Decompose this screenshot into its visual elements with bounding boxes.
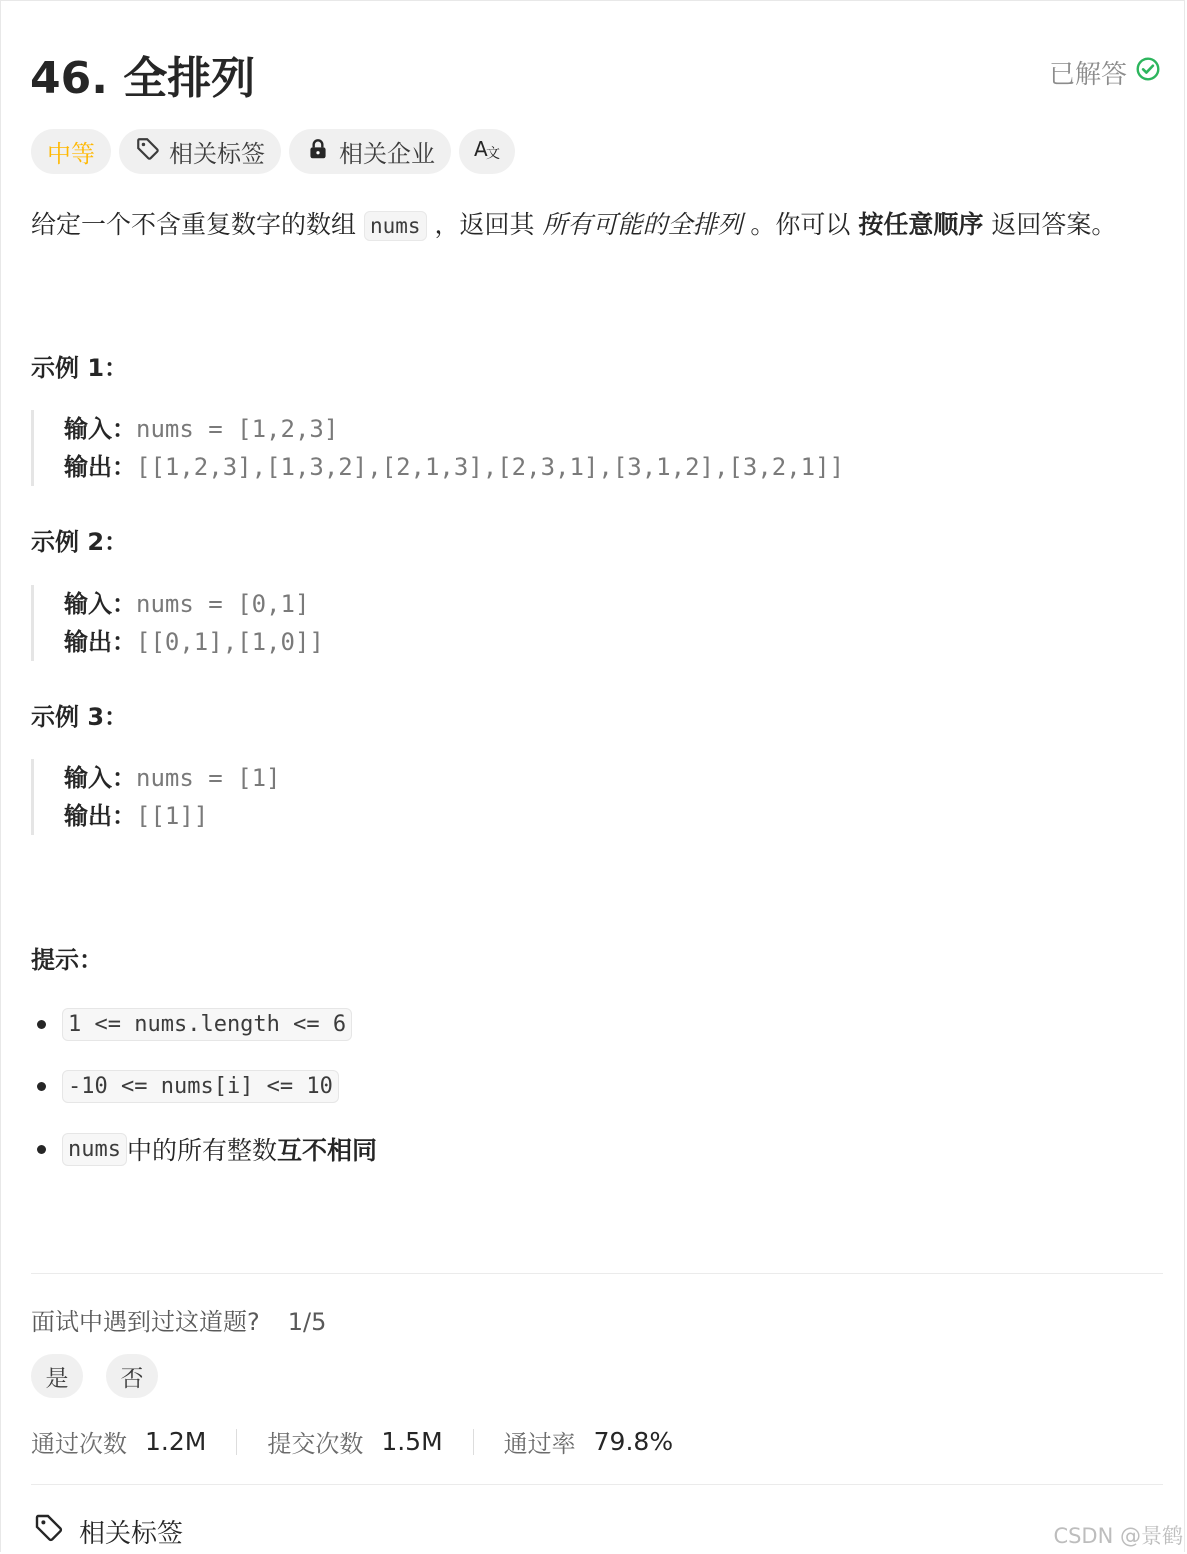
problem-description [31,203,1116,248]
stats-separator [236,1429,237,1455]
solved-status [1049,54,1161,91]
solved-label: 已解答 [1048,60,1127,90]
desc-emphasis: 所有可能的全排列 [542,210,743,239]
accepted-label: 通过次数 [31,1430,127,1458]
input-value: nums = [0,1] [136,590,310,618]
hint-code: 1 <= nums.length <= 6 [62,1008,352,1041]
companies-tag-button[interactable] [289,129,451,174]
example-3-title: 示例 3： [31,703,129,731]
submitted-value: 1.5M [381,1427,443,1456]
input-label: 输入： [64,764,136,792]
lock-icon [305,136,331,168]
desc-text-2: ，返回其 [426,210,543,239]
desc-code: nums [364,211,427,241]
desc-text-1: 给定一个不含重复数字的数组 [31,210,364,239]
example-2-title: 示例 2： [31,528,129,556]
tag-icon [33,1512,65,1551]
tag-bar [31,129,515,174]
hints-title: 提示： [31,946,103,974]
bullet [37,1020,46,1029]
output-label: 输出： [64,628,136,656]
problem-title: 46. 全排列 [30,53,256,104]
desc-text-4: 返回答案。 [983,210,1117,239]
desc-text-3: 。你可以 [742,210,859,239]
translate-button[interactable] [459,129,515,174]
output-value: [[1,2,3],[1,3,2],[2,1,3],[2,3,1],[3,1,2],[3,2,1]] [136,453,845,481]
stats-bar [31,1424,673,1459]
hint-code: nums [62,1133,127,1166]
svg-text:文: 文 [486,145,500,162]
rate-label: 通过率 [503,1430,576,1458]
watermark: CSDN @景鹤 [1053,1524,1183,1548]
no-button[interactable]: 否 [106,1354,158,1398]
interview-count: 1/5 [287,1308,327,1336]
svg-text:A: A [474,136,488,161]
example-1-title: 示例 1： [31,354,129,382]
bullet [37,1145,46,1154]
interview-question [31,1302,326,1337]
output-label: 输出： [64,802,136,830]
yes-button[interactable]: 是 [31,1354,83,1398]
hint-item [31,1008,352,1041]
topics-tag-label: 相关标签 [169,140,265,168]
accepted-value: 1.2M [145,1427,207,1456]
hint-item [31,1070,339,1103]
desc-bold: 按任意顺序 [858,210,984,239]
submitted-label: 提交次数 [267,1430,364,1458]
bullet [37,1082,46,1091]
related-tags-label: 相关标签 [79,1519,184,1549]
check-circle-icon [1135,56,1161,89]
interview-question-label: 面试中遇到过这道题? [31,1308,260,1336]
hint-item [31,1131,377,1167]
example-2-block [31,585,324,661]
output-label: 输出： [64,453,136,481]
hint-code: -10 <= nums[i] <= 10 [62,1070,339,1103]
translate-icon [474,136,500,168]
output-value: [[1]] [136,802,209,830]
difficulty-label: 中等 [47,140,95,168]
topics-tag-button[interactable] [119,129,281,174]
input-label: 输入： [64,415,136,443]
difficulty-badge[interactable] [31,129,111,174]
input-value: nums = [1] [136,764,281,792]
input-value: nums = [1,2,3] [136,415,339,443]
example-1-block [31,410,844,486]
tag-icon [135,136,161,168]
companies-tag-label: 相关企业 [339,140,435,168]
example-3-block [31,759,281,835]
hint-text: 中的所有整数 [126,1136,277,1165]
divider [31,1484,1163,1485]
related-tags-toggle[interactable] [33,1512,183,1551]
rate-value: 79.8% [593,1427,674,1456]
stats-separator [473,1429,474,1455]
hint-bold: 互不相同 [277,1136,378,1165]
input-label: 输入： [64,590,136,618]
divider [31,1273,1163,1274]
output-value: [[0,1],[1,0]] [136,628,324,656]
